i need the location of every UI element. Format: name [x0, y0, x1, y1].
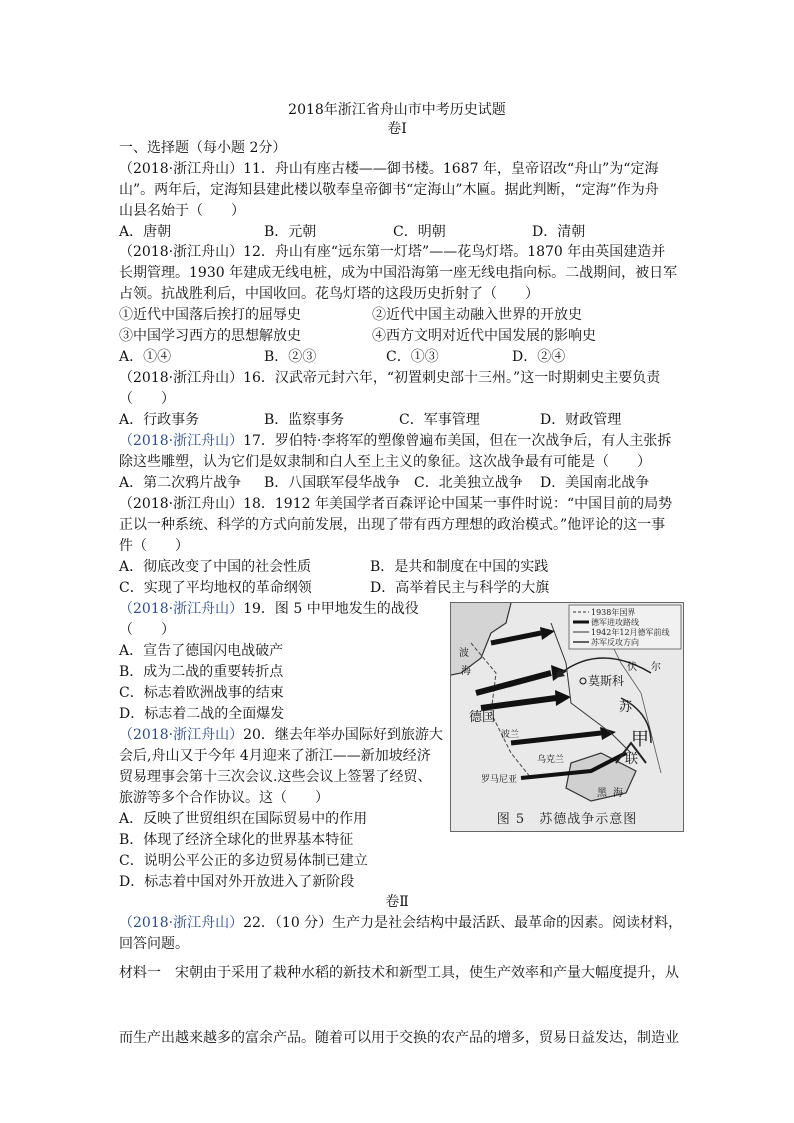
q22-material-1-line2: 而生产出越来越多的富余产品。随着可以用于交换的农产品的增多，贸易日益发达，制造业 — [119, 1030, 679, 1046]
label-lian: 联 — [625, 752, 639, 767]
q20-text: 20．继去年举办国际好到旅游大 — [243, 727, 443, 743]
attack-arrow-south-head — [600, 727, 616, 740]
counter-arrow-moscow — [561, 658, 651, 673]
q16-option-a: A．行政事务 — [119, 412, 200, 428]
volume-1-heading: 卷Ⅰ — [387, 121, 407, 137]
q11-line1: （2018·浙江舟山）11．舟山有座古楼——御书楼。1687 年，皇帝诏改“舟山”为“定海 — [119, 161, 659, 177]
attack-arrow-leningrad — [491, 633, 541, 643]
q18-option-c: C．实现了平均地权的革命纲领 — [119, 580, 312, 596]
q20-line4: 旅游等多个合作协议。这（ ） — [119, 790, 329, 806]
q17-option-a: A．第二次鸦片战争 — [119, 475, 242, 491]
q18-option-b: B．是共和制度在中国的实践 — [370, 559, 549, 575]
q16-option-b: B．监察事务 — [264, 412, 345, 428]
q16-option-d: D．财政管理 — [540, 412, 622, 428]
q20-line2: 会后,舟山又于今年 4月迎来了浙江——新加坡经济 — [119, 748, 431, 764]
exam-title: 2018年浙江省舟山市中考历史试题 — [288, 102, 506, 118]
label-baltic-sea: 海 — [461, 666, 471, 677]
q12-statement-1: ①近代中国落后挨打的屈辱史 — [119, 307, 301, 323]
label-moscow: 莫斯科 — [588, 674, 625, 688]
q22-source: （2018·浙江舟山） — [119, 915, 244, 931]
q17-line2: 除这些雕塑，认为它们是奴隶制和白人至上主义的象征。这次战争最有可能是（ ） — [119, 454, 651, 470]
q17-text: 17．罗伯特·李将军的塑像曾遍布美国，但在一次战争后，有人主张拆 — [243, 433, 672, 449]
q22-line1 — [119, 914, 682, 932]
q19-line2: （ ） — [119, 622, 175, 638]
q11-option-d: D．清朝 — [532, 224, 586, 240]
q22-material-1-line1: 材料一 宋朝由于采用了栽种水稻的新技术和新型工具，使生产效率和产量大幅度提升，从 — [119, 965, 679, 981]
q19-line1 — [119, 600, 419, 618]
q12-option-b: B．②③ — [264, 349, 317, 365]
q12-option-c: C．①③ — [386, 349, 439, 365]
q18-line3: 件（ ） — [119, 538, 189, 554]
q19-option-a: A．宣告了德国闪电战破产 — [119, 643, 284, 659]
map-caption: 图 5 苏德战争示意图 — [451, 808, 683, 831]
label-romania: 罗马尼亚 — [481, 775, 518, 785]
label-black: 黑 — [597, 788, 607, 799]
q18-option-d: D．高举着民主与科学的大旗 — [370, 580, 550, 596]
label-baltic: 波 — [459, 648, 469, 659]
section-1-heading: 一、选择题（每小题 2分） — [119, 140, 287, 156]
q19-option-b: B．成为二战的重要转折点 — [119, 664, 284, 680]
q20-source: （2018·浙江舟山） — [119, 727, 244, 743]
q12-statement-4: ④西方文明对近代中国发展的影响史 — [372, 328, 596, 344]
q17-option-b: B．八国联军侵华战争 — [264, 475, 401, 491]
q22-line2: 回答问题。 — [119, 936, 189, 952]
legend-label-attack: 德军进攻路线 — [591, 618, 639, 627]
q20-option-a: A．反映了世贸组织在国际贸易中的作用 — [119, 811, 368, 827]
label-ukraine: 乌克兰 — [537, 755, 565, 765]
q16-line2: （ ） — [119, 391, 175, 407]
q17-source: （2018·浙江舟山） — [119, 433, 244, 449]
q17-option-d: D．美国南北战争 — [540, 475, 650, 491]
legend-label-counter: 苏军反攻方向 — [591, 638, 639, 647]
q20-option-d: D．标志着中国对外开放进入了新阶段 — [119, 874, 355, 890]
label-fu: 伏 — [627, 662, 637, 673]
attack-arrow-south — [511, 733, 601, 743]
q19-source: （2018·浙江舟山） — [119, 601, 244, 617]
q18-line2: 正以一种系统、科学的方式向前发展，出现了带有西方理想的政治模式。”他评论的这一事 — [119, 517, 666, 533]
q11-option-a: A．唐朝 — [119, 224, 172, 240]
q16-option-c: C．军事管理 — [399, 412, 480, 428]
q11-line3: 山县名始于（ ） — [119, 203, 245, 219]
soviet-german-war-map — [450, 602, 684, 832]
q12-option-d: D．②④ — [512, 349, 566, 365]
moscow-marker — [580, 678, 586, 684]
q11-option-b: B．元朝 — [264, 224, 317, 240]
q11-line2: 山”。两年后，定海知县建此楼以敬奉皇帝御书“定海山”木匾。据此判断，“定海”作为舟 — [119, 182, 659, 198]
q18-line1: （2018·浙江舟山）18．1912 年美国学者百森评论中国某一事件时说：“中国目前的局势 — [119, 496, 673, 512]
q20-option-c: C．说明公平公正的多边贸易体制已建立 — [119, 853, 368, 869]
attack-arrow-north — [476, 673, 551, 693]
label-er: 尔 — [651, 662, 661, 673]
q19-option-d: D．标志着二战的全面爆发 — [119, 706, 285, 722]
label-su: 苏 — [619, 700, 633, 715]
q12-line2: 长期管理。1930 年建成无线电桩，成为中国沿海第一座无线电指向标。二战期间，被日军 — [119, 265, 678, 281]
q20-option-b: B．体现了经济全球化的世界基本特征 — [119, 832, 354, 848]
q12-statement-3: ③中国学习西方的思想解放史 — [119, 328, 301, 344]
q17-line1 — [119, 432, 671, 450]
q19-text: 19．图 5 中甲地发生的战役 — [243, 601, 419, 617]
legend-label-front: 1942年12月德军前线 — [591, 628, 670, 637]
label-sea: 海 — [613, 788, 623, 799]
q18-option-a: A．彻底改变了中国的社会性质 — [119, 559, 312, 575]
q12-statement-2: ②近代中国主动融入世界的开放史 — [372, 307, 582, 323]
q17-option-c: C．北美独立战争 — [414, 475, 523, 491]
legend-label-border: 1938年国界 — [591, 608, 636, 617]
q20-line1 — [119, 726, 443, 744]
q11-option-c: C．明朝 — [393, 224, 446, 240]
q12-option-a: A．①④ — [119, 349, 172, 365]
label-jia: 甲 — [631, 729, 649, 750]
q22-text: 22．（10 分）生产力是社会结构中最活跃、最革命的因素。阅读材料， — [243, 915, 683, 931]
label-germany: 德国 — [469, 710, 496, 725]
q19-option-c: C．标志着欧洲战事的结束 — [119, 685, 284, 701]
q16-line1: （2018·浙江舟山）16．汉武帝元封六年，“初置刺史部十三州。”这一时期刺史主要负责 — [119, 370, 661, 386]
q12-line3: 占领。抗战胜利后，中国收回。花鸟灯塔的这段历史折射了（ ） — [119, 286, 539, 302]
label-poland: 波兰 — [501, 730, 520, 740]
attack-arrow-center-head — [555, 690, 571, 706]
q12-line1: （2018·浙江舟山）12．舟山有座“远东第一灯塔”——花鸟灯塔。1870 年由英国建造并 — [119, 244, 666, 260]
q20-line3: 贸易理事会第十三次会议.这些会议上签署了经贸、 — [119, 769, 432, 785]
volume-2-heading: 卷Ⅱ — [385, 894, 409, 910]
